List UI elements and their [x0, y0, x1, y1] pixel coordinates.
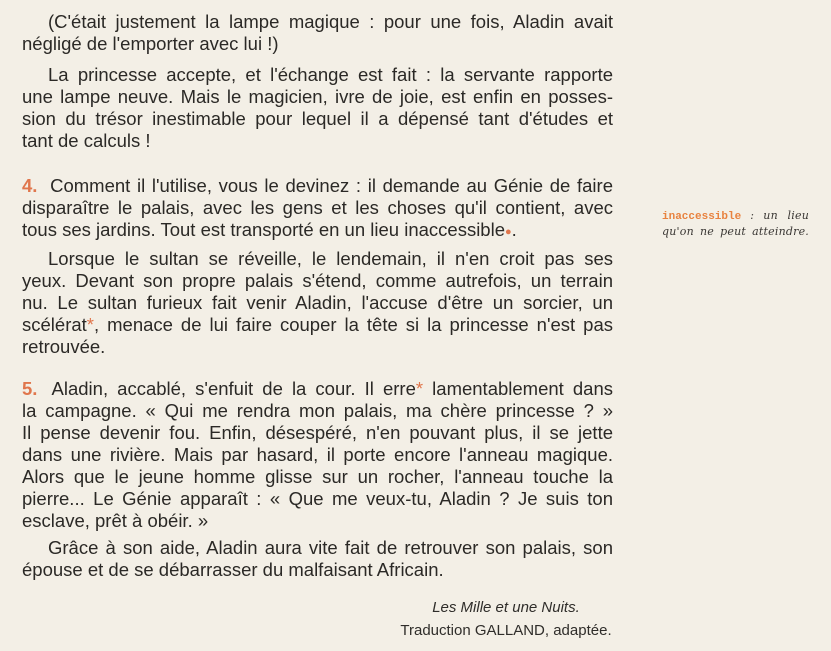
line-text: disparaître le palais, avec les gens et les choses qu'il contient, avec	[22, 197, 613, 218]
text-line	[22, 197, 613, 219]
text-line	[22, 108, 613, 130]
line-text: la campagne. « Qui me rendra mon palais, ma chère princesse ? »	[22, 400, 613, 421]
text-line	[22, 248, 613, 270]
line-text: sion du trésor inestimable pour lequel il a dépensé tant d'études et	[22, 108, 613, 129]
text-line	[22, 130, 613, 152]
line-text: Comment il l'utilise, vous le devinez : il demande au Génie de faire	[50, 175, 613, 196]
source-attribution	[390, 596, 622, 642]
text-line	[22, 336, 613, 358]
text-line	[22, 11, 613, 33]
text-line	[22, 444, 613, 466]
line-text: une lampe neuve. Mais le magicien, ivre de joie, est enfin en posses-	[22, 86, 613, 107]
text-line	[22, 64, 613, 86]
line-text: tant de calculs !	[22, 130, 151, 151]
text-line	[22, 400, 613, 422]
text-line	[22, 292, 613, 314]
text-line	[22, 175, 613, 197]
text-line	[22, 422, 613, 444]
line-text: négligé de l'emporter avec lui !)	[22, 33, 279, 54]
section-number: 4.	[22, 175, 38, 196]
text-line	[22, 559, 613, 581]
line-text: yeux. Devant son propre palais s'étend, comme autrefois, un terrain	[22, 270, 613, 291]
margin-gloss	[662, 208, 809, 240]
line-text: lamentablement dans	[432, 378, 614, 399]
text-line	[22, 488, 613, 510]
gloss-definition: qu'on ne peut atteindre.	[662, 225, 809, 238]
paragraph-ending	[22, 537, 613, 581]
line-text: épouse et de se débarrasser du malfaisant Africain.	[22, 559, 444, 580]
text-line	[22, 219, 613, 241]
line-text: (C'était justement la lampe magique : pour une fois, Aladin avait	[48, 11, 613, 32]
gloss-marker-dot: ●	[505, 226, 512, 238]
gloss-line	[662, 224, 809, 240]
text-line	[22, 510, 613, 532]
source-credit: Traduction GALLAND, adaptée.	[400, 622, 612, 639]
gloss-definition: un lieu	[763, 209, 809, 222]
source-title: Les Mille et une Nuits.	[432, 599, 580, 616]
line-text: tous ses jardins. Tout est transporté en un lieu inaccessible	[22, 219, 505, 240]
line-text: Aladin, accablé, s'enfuit de la cour. Il erre	[51, 378, 416, 399]
line-text: Grâce à son aide, Aladin aura vite fait de retrouver son palais, son	[48, 537, 613, 558]
paragraph-exchange	[22, 64, 613, 152]
text-line	[22, 314, 613, 336]
line-text: , menace de lui faire couper la tête si la princesse n'est pas	[93, 314, 613, 335]
text-line	[22, 537, 613, 559]
line-text: nu. Le sultan furieux fait venir Aladin, l'accuse d'être un sorcier, un	[22, 292, 613, 313]
line-text: La princesse accepte, et l'échange est fait : la servante rapporte	[48, 64, 613, 85]
line-text: esclave, prêt à obéir. »	[22, 510, 209, 531]
line-text: scélérat	[22, 314, 87, 335]
line-text: dans une rivière. Mais par hasard, il porte encore l'anneau magique.	[22, 444, 613, 465]
line-text: Il pense devenir fou. Enfin, désespéré, n'en pouvant plus, il se jette	[22, 422, 613, 443]
story-text	[22, 11, 613, 581]
text-line	[22, 378, 613, 400]
section-number: 5.	[22, 378, 38, 399]
line-text: .	[511, 219, 517, 240]
text-line	[22, 33, 613, 55]
line-text: Lorsque le sultan se réveille, le lendemain, il n'en croit pas ses	[48, 248, 613, 269]
line-text: Alors que le jeune homme glisse sur un rocher, l'anneau touche la	[22, 466, 613, 487]
gloss-line	[662, 208, 809, 224]
gloss-term: inaccessible	[662, 211, 742, 223]
section-4	[22, 175, 613, 241]
gloss-separator: :	[750, 209, 755, 222]
text-line	[22, 466, 613, 488]
text-line	[22, 270, 613, 292]
line-text: pierre... Le Génie apparaît : « Que me veux-tu, Aladin ? Je suis ton	[22, 488, 613, 509]
line-text: retrouvée.	[22, 336, 106, 357]
text-line	[22, 86, 613, 108]
asterisk-marker: *	[415, 378, 424, 399]
asterisk-marker: *	[86, 314, 94, 335]
paragraph-sultan	[22, 248, 613, 358]
section-5	[22, 378, 613, 532]
paragraph-lamp-forgotten	[22, 11, 613, 55]
